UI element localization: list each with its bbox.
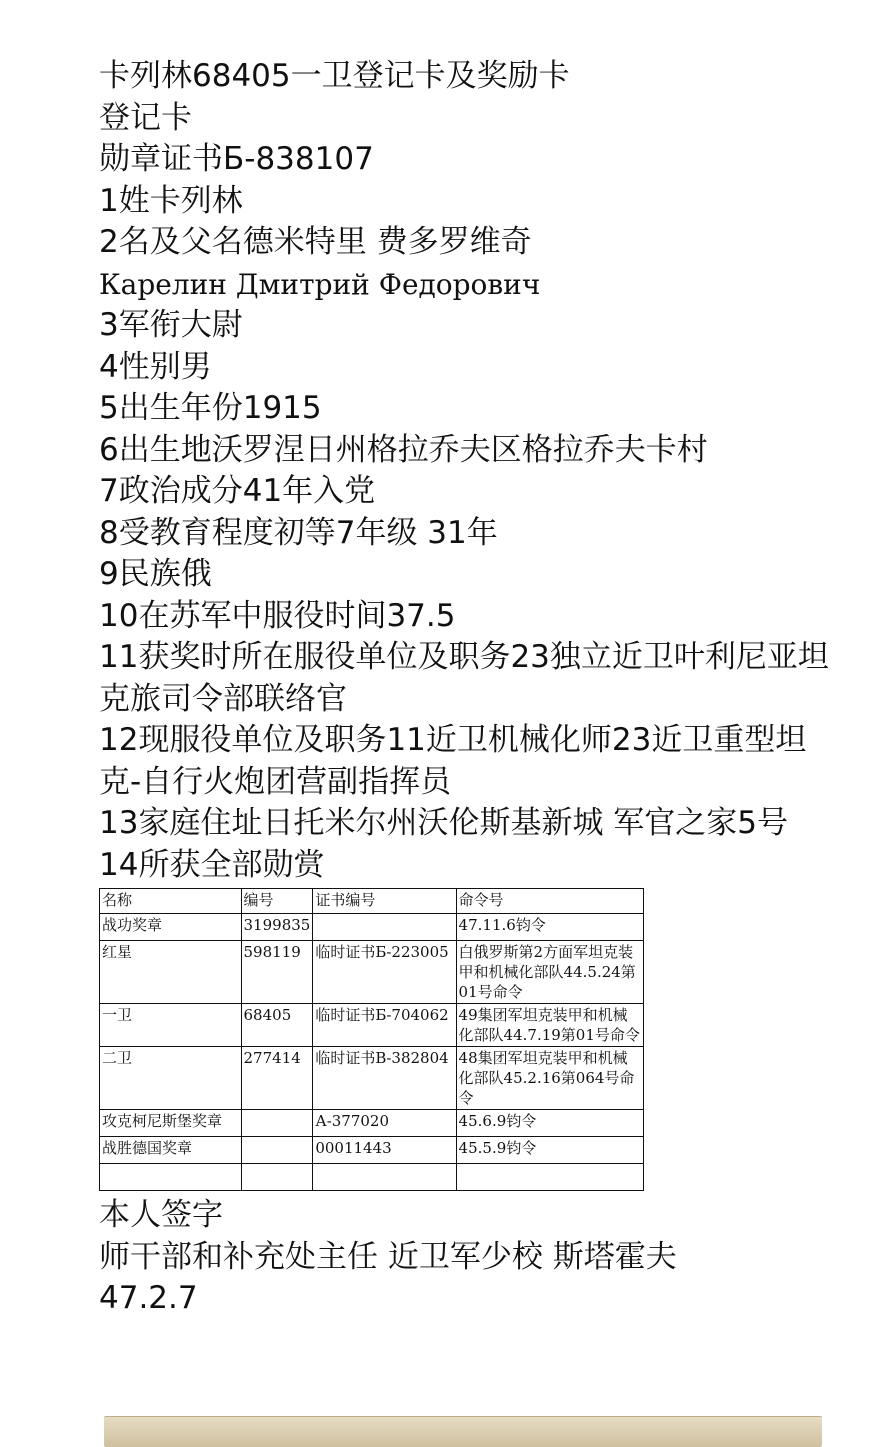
- award-order: 48集团军坦克装甲和机械化部队45.2.16第064号命令: [456, 1047, 643, 1110]
- field-service-time: 10在苏军中服役时间37.5: [99, 597, 456, 634]
- field-birthplace: 6出生地沃罗涅日州格拉乔夫区格拉乔夫卡村: [99, 431, 708, 468]
- awards-table-header: [100, 889, 644, 914]
- chief-signatory: 师干部和补充处主任 近卫军少校 斯塔霍夫: [99, 1238, 677, 1275]
- scanned-paper-edge: [104, 1416, 822, 1447]
- signature-label: 本人签字: [99, 1197, 223, 1233]
- award-certificate: 00011443: [313, 1137, 456, 1164]
- table-row: [100, 1137, 644, 1164]
- field-address: 13家庭住址日托米尔州沃伦斯基新城 军官之家5号: [99, 805, 789, 841]
- table-row: [100, 1047, 644, 1110]
- awards-table: [99, 888, 644, 1191]
- field-current-unit: 12现服役单位及职务11近卫机械化师23近卫重型坦克-自行火炮团营副指挥员: [99, 722, 807, 800]
- header-certificate: 证书编号: [313, 889, 456, 914]
- award-number: 598119: [241, 941, 313, 1004]
- field-surname: 1姓卡列林: [99, 182, 243, 219]
- medal-certificate: 勋章证书Б-838107: [99, 141, 374, 177]
- award-number: 277414: [241, 1047, 313, 1110]
- header-name: 名称: [100, 889, 242, 914]
- award-order: 47.11.6钧令: [456, 914, 643, 941]
- award-certificate: 临时证书Б-704062: [313, 1004, 456, 1047]
- award-name: [100, 1164, 242, 1191]
- award-order: 白俄罗斯第2方面军坦克装甲和机械化部队44.5.24第01号命令: [456, 941, 643, 1004]
- award-name: 一卫: [100, 1004, 242, 1047]
- award-number: [241, 1110, 313, 1137]
- field-ethnicity: 9民族俄: [99, 556, 212, 592]
- table-row: [100, 914, 644, 941]
- award-certificate: А-377020: [313, 1110, 456, 1137]
- field-unit-at-award: 11获奖时所在服役单位及职务23独立近卫叶利尼亚坦克旅司令部联络官: [99, 639, 829, 717]
- field-rank: 3军衔大尉: [99, 307, 243, 343]
- award-number: 68405: [241, 1004, 313, 1047]
- card-type: 登记卡: [99, 99, 192, 136]
- field-education: 8受教育程度初等7年级 31年: [99, 514, 498, 551]
- field-gender: 4性别男: [99, 348, 212, 385]
- table-row: [100, 1004, 644, 1047]
- award-order: 45.6.9钧令: [456, 1110, 643, 1137]
- award-number: [241, 1137, 313, 1164]
- award-order: [456, 1164, 643, 1191]
- award-number: [241, 1164, 313, 1191]
- award-order: 45.5.9钧令: [456, 1137, 643, 1164]
- award-certificate: 临时证书В-382804: [313, 1047, 456, 1110]
- awards-heading: 14所获全部勋赏: [99, 846, 325, 883]
- award-number: 3199835: [241, 914, 313, 941]
- document-date: 47.2.7: [99, 1280, 198, 1316]
- award-order: 49集团军坦克装甲和机械化部队44.7.19第01号命令: [456, 1004, 643, 1047]
- award-certificate: 临时证书Б-223005: [313, 941, 456, 1004]
- table-row: [100, 1110, 644, 1137]
- award-certificate: [313, 1164, 456, 1191]
- award-name: 战功奖章: [100, 914, 242, 941]
- award-name: 红星: [100, 941, 242, 1004]
- table-row: [100, 941, 644, 1004]
- registration-card-document: [99, 56, 839, 1320]
- award-name: 二卫: [100, 1047, 242, 1110]
- field-party: 7政治成分41年入党: [99, 473, 376, 509]
- field-name-patronymic: 2名及父名德米特里 费多罗维奇: [99, 224, 532, 260]
- document-title: 卡列林68405一卫登记卡及奖励卡: [99, 58, 570, 94]
- header-order: 命令号: [456, 889, 643, 914]
- field-russian-name: Карелин Дмитрий Федорович: [99, 267, 541, 301]
- award-name: 战胜德国奖章: [100, 1137, 242, 1164]
- table-row: [100, 1164, 644, 1191]
- field-birth-year: 5出生年份1915: [99, 390, 322, 426]
- header-number: 编号: [241, 889, 313, 914]
- award-name: 攻克柯尼斯堡奖章: [100, 1110, 242, 1137]
- award-certificate: [313, 914, 456, 941]
